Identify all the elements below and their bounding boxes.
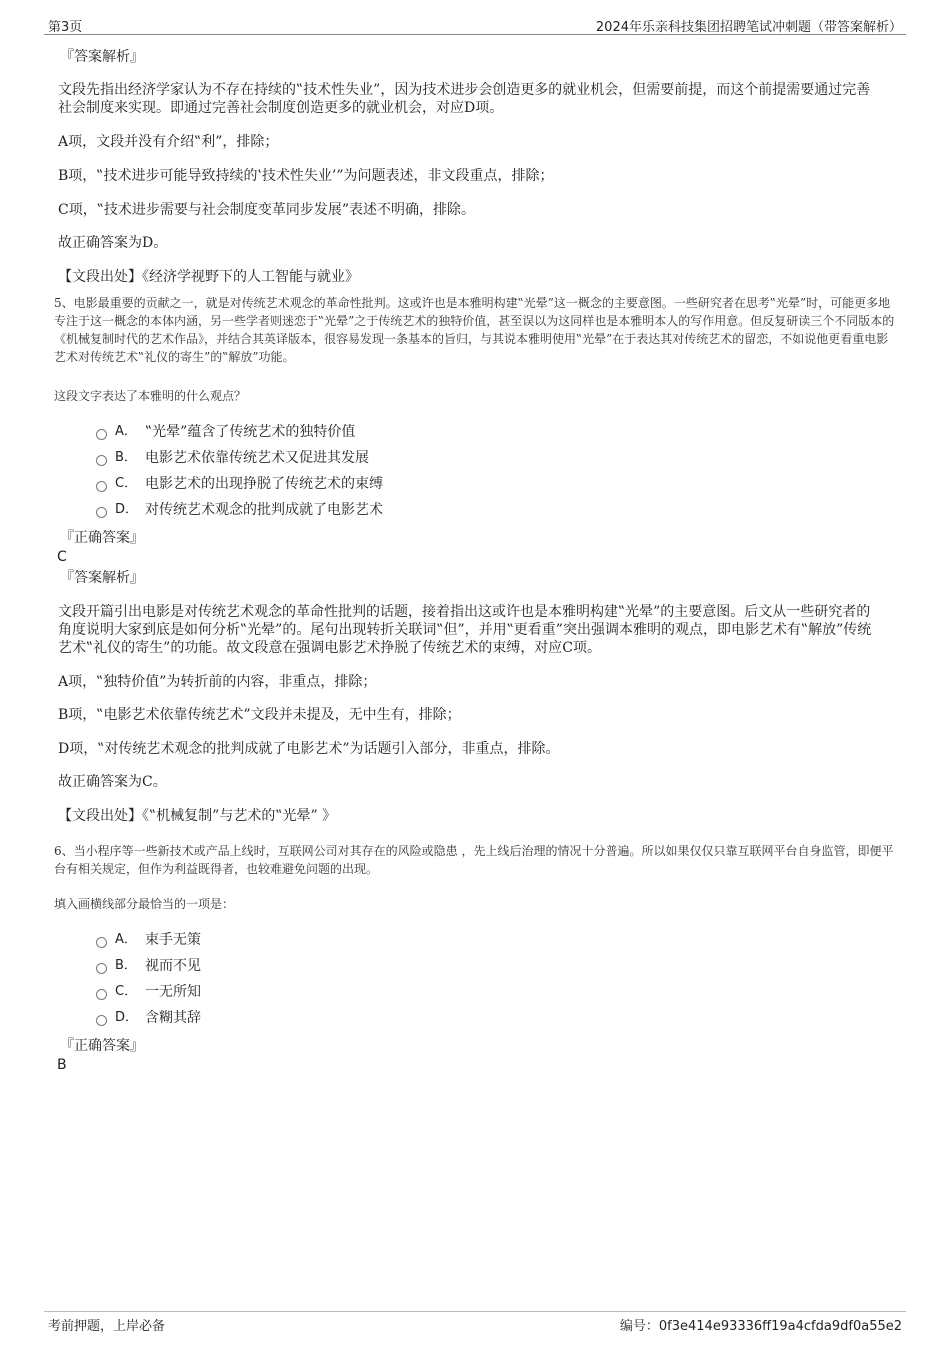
radio-button-icon[interactable] [96, 455, 107, 466]
option-text: ‟光晕”蕴含了传统艺术的独特价值 [145, 424, 356, 440]
document-title: 2024年乐亲科技集团招聘笔试冲刺题（带答案解析） [595, 20, 902, 35]
source-citation: 【文段出处】《‟机械复制”与艺术的‟光晕” 》 [58, 808, 337, 824]
analysis-label: 『答案解析』 [60, 49, 144, 65]
q5-option-a[interactable] [96, 423, 355, 441]
analysis-option-a: A项，文段并没有介绍‟利”，排除； [58, 134, 279, 150]
page-number: 第3页 [48, 20, 83, 35]
analysis-paragraph: 文段开篇引出电影是对传统艺术观念的革命性批判的话题，接着指出这或许也是本雅明构建‟光晕”的主要意图。后文从一些研究者的角度说明大家到底是如何分析‟光晕”的。尾句出现转折关联词‟但”，并用‟更看重”突出强调本雅明的观点，即电影艺术有‟解放”传统艺术‟礼仪的寄生”的功能。故文段意在强调电影艺术挣脱了传统艺术的束缚，对应C项。 [58, 604, 872, 656]
radio-button-icon[interactable] [96, 429, 107, 440]
analysis-label: 『答案解析』 [60, 570, 144, 586]
option-letter: D． [115, 502, 139, 517]
option-text: 视而不见 [145, 958, 201, 974]
option-letter: A． [115, 932, 137, 947]
analysis-option-d: D项，‟对传统艺术观念的批判成就了电影艺术”为话题引入部分，非重点，排除。 [58, 741, 560, 757]
answer-label: 『正确答案』 [60, 1038, 144, 1054]
q6-option-a[interactable] [96, 931, 201, 949]
option-letter: B． [115, 958, 137, 973]
page-header [44, 14, 906, 35]
question-5-stem: 5、电影最重要的贡献之一，就是对传统艺术观念的革命性批判。这或许也是本雅明构建‟光晕”这一概念的主要意图。一些研究者在思考‟光晕”时，可能更多地专注于这一概念的本体内涵，另一些学者则迷恋于‟光晕”之于传统艺术的独特价值，甚至误以为这同样也是本雅明本人的写作用意。但反复研读三个不同版本的《机械复制时代的艺术作品》，并结合其英译版本，很容易发现一条基本的旨归，与其说本雅明使用‟光晕”在于表达其对传统艺术的留恋，不如说他更看重电影艺术对传统艺术‟礼仪的寄生”的‟解放”功能。 [54, 296, 895, 364]
correct-answer: C [57, 549, 67, 565]
analysis-conclusion: 故正确答案为D。 [58, 235, 168, 251]
option-text: 含糊其辞 [145, 1010, 201, 1026]
q6-option-c[interactable] [96, 983, 201, 1001]
option-text: 一无所知 [145, 984, 201, 1000]
radio-button-icon[interactable] [96, 1015, 107, 1026]
analysis-option-b: B项，‟电影艺术依靠传统艺术”文段并未提及，无中生有，排除； [58, 707, 461, 723]
q5-option-b[interactable] [96, 449, 369, 467]
option-letter: D． [115, 1010, 139, 1025]
radio-button-icon[interactable] [96, 989, 107, 1000]
correct-answer: B [57, 1057, 67, 1073]
radio-button-icon[interactable] [96, 937, 107, 948]
q5-option-d[interactable] [96, 501, 383, 519]
analysis-option-a: A项，‟独特价值”为转折前的内容，非重点，排除； [58, 674, 377, 690]
option-letter: B． [115, 450, 137, 465]
radio-button-icon[interactable] [96, 481, 107, 492]
option-text: 电影艺术依靠传统艺术又促进其发展 [145, 450, 369, 466]
q6-option-d[interactable] [96, 1009, 201, 1027]
answer-label: 『正确答案』 [60, 530, 144, 546]
analysis-conclusion: 故正确答案为C。 [58, 774, 167, 790]
analysis-option-b: B项，‟技术进步可能导致持续的‛技术性失业’”为问题表述，非文段重点，排除； [58, 168, 554, 184]
option-text: 束手无策 [145, 932, 201, 948]
question-5-prompt: 这段文字表达了本雅明的什么观点？ [54, 389, 247, 403]
source-citation: 【文段出处】《经济学视野下的人工智能与就业》 [58, 269, 359, 285]
document-serial: 编号：0f3e414e93336ff19a4cfda9df0a55e2 [619, 1319, 902, 1334]
question-6-prompt: 填入画横线部分最恰当的一项是： [54, 897, 235, 911]
radio-button-icon[interactable] [96, 507, 107, 518]
question-6-stem: 6、当小程序等一些新技术或产品上线时，互联网公司对其存在的风险或隐患 ，先上线后治理的情况十分普遍。所以如果仅仅只靠互联网平台自身监管，即便平台有相关规定，但作为利益既得者，也较难避免问题的出现。 [54, 844, 894, 876]
option-letter: A． [115, 424, 137, 439]
page-footer [44, 1311, 906, 1334]
option-text: 电影艺术的出现挣脱了传统艺术的束缚 [145, 476, 383, 492]
analysis-paragraph: 文段先指出经济学家认为不存在持续的‟技术性失业”，因为技术进步会创造更多的就业机会，但需要前提，而这个前提需要通过完善社会制度来实现。即通过完善社会制度创造更多的就业机会，对应D项。 [58, 82, 871, 116]
radio-button-icon[interactable] [96, 963, 107, 974]
q6-option-b[interactable] [96, 957, 201, 975]
option-text: 对传统艺术观念的批判成就了电影艺术 [145, 502, 383, 518]
option-letter: C． [115, 476, 138, 491]
q5-option-c[interactable] [96, 475, 383, 493]
analysis-option-c: C项，‟技术进步需要与社会制度变革同步发展”表述不明确，排除。 [58, 202, 476, 218]
option-letter: C． [115, 984, 138, 999]
footer-slogan: 考前押题，上岸必备 [48, 1319, 166, 1334]
